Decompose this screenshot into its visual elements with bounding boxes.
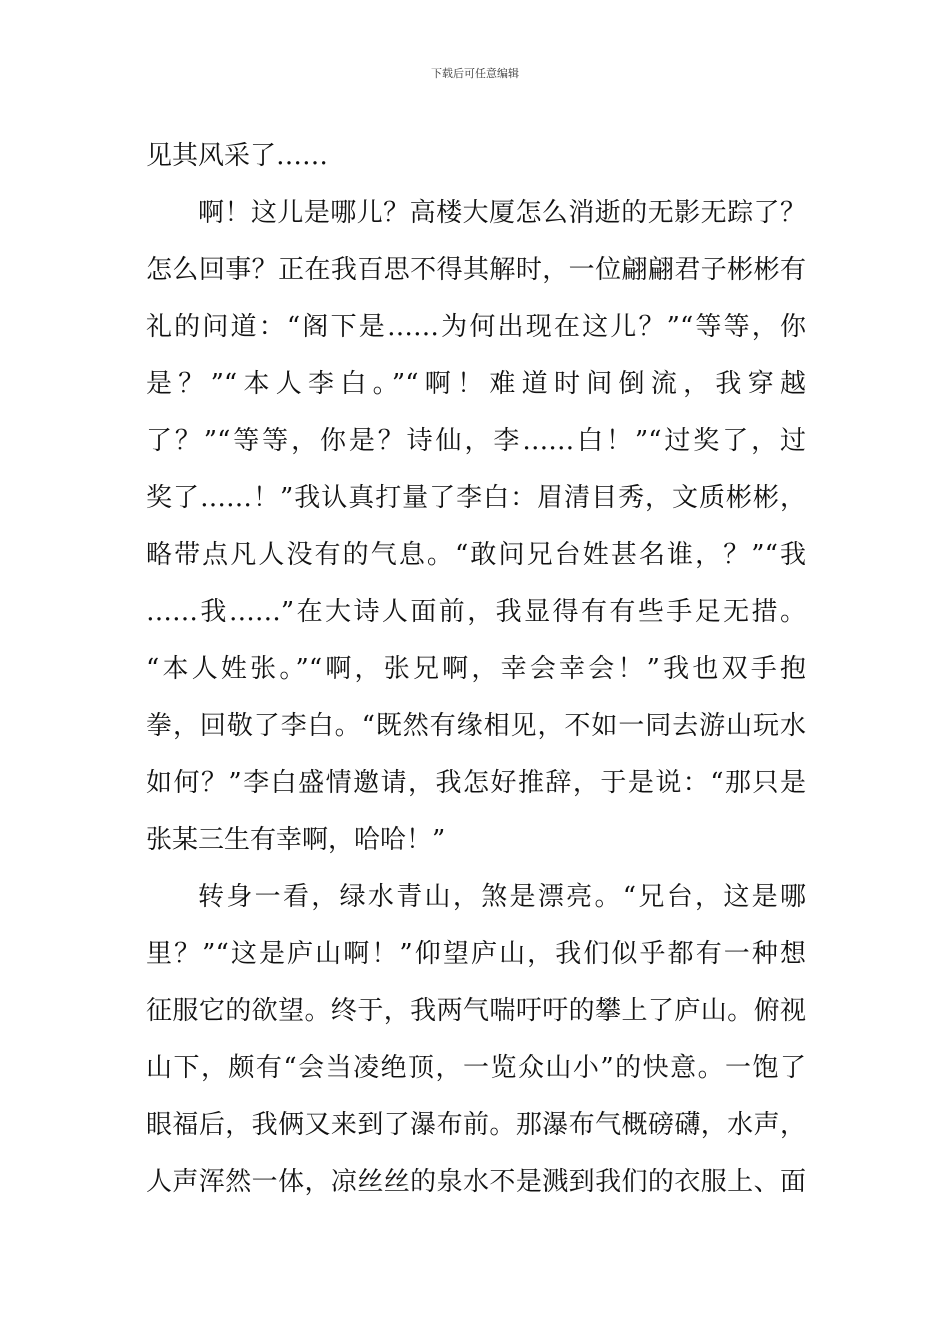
text-line: 怎么回事？正在我百思不得其解时，一位翩翩君子彬彬有 xyxy=(146,255,806,285)
text-line: 略带点凡人没有的气息。“敢问兄台姓甚名谁，？”“我 xyxy=(146,540,806,570)
text-line: 是？”“本人李白。”“啊！难道时间倒流，我穿越 xyxy=(146,369,806,399)
text-line: 如何？”李白盛情邀请，我怎好推辞，于是说：“那只是 xyxy=(146,768,806,798)
text-line: 拳，回敬了李白。“既然有缘相见，不如一同去游山玩水 xyxy=(146,711,806,741)
text-line: 礼的问道：“阁下是……为何出现在这儿？”“等等，你 xyxy=(146,312,806,342)
text-line: ……我……”在大诗人面前，我显得有有些手足无措。 xyxy=(146,597,806,627)
text-line: 啊！这儿是哪儿？高楼大厦怎么消逝的无影无踪了？ xyxy=(198,198,806,228)
text-line: 转身一看，绿水青山，煞是漂亮。“兄台，这是哪 xyxy=(198,882,806,912)
text-line: 人声浑然一体，凉丝丝的泉水不是溅到我们的衣服上、面 xyxy=(146,1167,806,1197)
text-line: 张某三生有幸啊，哈哈！” xyxy=(146,825,446,855)
text-line: 见其风采了…… xyxy=(146,141,329,171)
text-line: 征服它的欲望。终于，我两气喘吁吁的攀上了庐山。俯视 xyxy=(146,996,806,1026)
text-line: 奖了……！”我认真打量了李白：眉清目秀，文质彬彬， xyxy=(146,483,806,513)
text-line: 山下，颇有“会当凌绝顶，一览众山小”的快意。一饱了 xyxy=(146,1053,806,1083)
document-body xyxy=(146,128,806,1211)
text-line: “本人姓张。”“啊，张兄啊，幸会幸会！”我也双手抱 xyxy=(146,654,806,684)
text-line: 眼福后，我俩又来到了瀑布前。那瀑布气概磅礴，水声， xyxy=(146,1110,806,1140)
text-line: 里？”“这是庐山啊！”仰望庐山，我们似乎都有一种想 xyxy=(146,939,806,969)
text-line: 了？”“等等，你是？诗仙，李……白！”“过奖了，过 xyxy=(146,426,806,456)
page-header: 下载后可任意编辑 xyxy=(431,67,519,80)
